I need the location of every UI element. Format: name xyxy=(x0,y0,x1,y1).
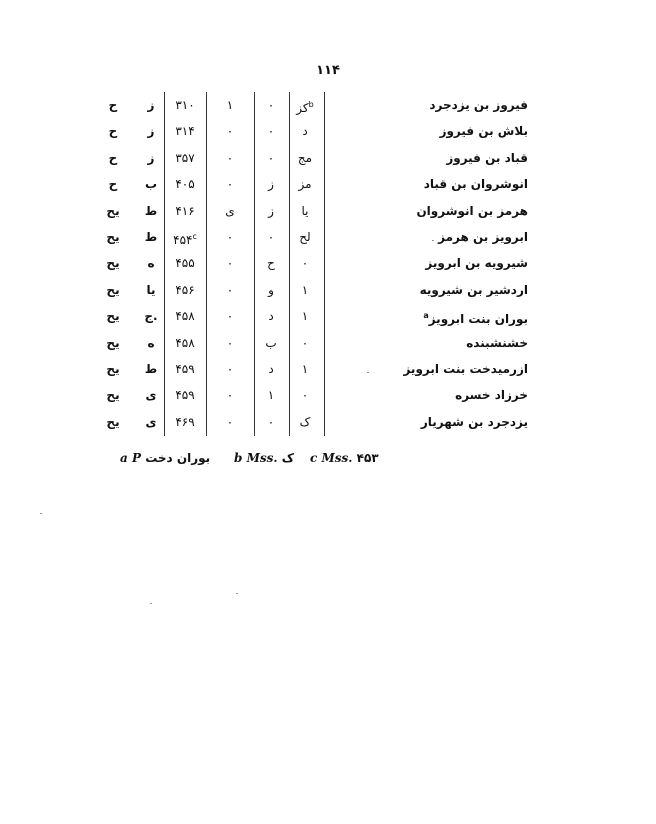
letter-cell xyxy=(138,330,164,356)
years-cell-text: ۰ xyxy=(301,256,309,271)
cumulative-cell xyxy=(165,145,205,171)
footnote-a-letter: a xyxy=(120,451,128,465)
king-name xyxy=(425,250,528,276)
months-cell-text: ۰ xyxy=(267,150,275,165)
months-cell xyxy=(254,250,288,276)
group-cell-text: یح xyxy=(106,282,120,297)
letter-cell xyxy=(138,145,164,171)
days-cell xyxy=(207,303,253,329)
king-name-text: بلاش بن فیروز xyxy=(439,124,528,139)
years-cell xyxy=(288,330,322,356)
group-cell xyxy=(96,198,130,224)
cumulative-cell xyxy=(165,92,205,118)
letter-cell-text: ج. xyxy=(144,309,158,324)
king-name xyxy=(466,330,528,356)
letter-cell xyxy=(138,118,164,144)
group-cell-text: یح xyxy=(106,309,120,324)
king-name xyxy=(446,145,528,171)
years-cell-text: مج xyxy=(297,150,313,165)
king-name-text: خشنشبنده xyxy=(466,335,528,350)
months-cell-text: ح xyxy=(267,256,275,271)
days-cell-text: ۰ xyxy=(226,335,234,350)
years-cell-text: ۱ xyxy=(301,282,309,297)
months-cell xyxy=(254,145,288,171)
cumulative-cell xyxy=(165,250,205,276)
table-row xyxy=(0,198,656,224)
group-cell xyxy=(96,92,130,118)
months-cell-text: د xyxy=(268,362,274,376)
letter-cell-text: ز xyxy=(147,124,155,139)
letter-cell-text: یا xyxy=(146,282,156,297)
cumulative-cell-text: ۴۵۹ xyxy=(175,388,195,403)
months-cell-text: و xyxy=(268,282,274,297)
table-row xyxy=(0,224,656,250)
cumulative-cell xyxy=(165,330,205,356)
cumulative-cell-text: ۴۵۸ xyxy=(175,335,195,350)
months-cell xyxy=(254,224,288,250)
months-cell-text: ۰ xyxy=(267,414,275,429)
months-cell xyxy=(254,356,288,382)
group-cell-text: یح xyxy=(106,203,120,218)
months-cell xyxy=(254,277,288,303)
years-cell-text: ۰ xyxy=(301,388,309,403)
months-cell xyxy=(254,118,288,144)
days-cell xyxy=(207,118,253,144)
years-cell-text: مز xyxy=(298,177,312,192)
cumulative-cell-text: ۴۵۴ xyxy=(173,233,193,247)
letter-cell xyxy=(138,250,164,276)
king-name xyxy=(429,92,528,118)
group-cell-text: ح xyxy=(108,177,118,192)
cumulative-cell-text: ۴۵۶ xyxy=(175,282,195,297)
cumulative-cell xyxy=(165,171,205,197)
group-cell xyxy=(96,145,130,171)
years-cell-text: ۱ xyxy=(301,362,309,376)
years-cell-text: لح xyxy=(299,230,311,244)
years-cell xyxy=(288,118,322,144)
footnote-marker: b xyxy=(308,100,314,109)
king-name xyxy=(420,277,528,303)
group-cell xyxy=(96,356,130,382)
group-cell xyxy=(96,382,130,408)
king-name xyxy=(421,409,528,435)
cumulative-cell xyxy=(165,224,205,250)
table-row xyxy=(0,356,656,382)
letter-cell xyxy=(138,382,164,408)
months-cell-text: ۱ xyxy=(267,388,275,403)
group-cell-text: ح xyxy=(108,98,118,112)
years-cell-text: یا xyxy=(301,203,309,218)
footnote-c xyxy=(310,451,379,465)
letter-cell-text: ط xyxy=(144,203,158,218)
years-cell-text: ۱ xyxy=(301,309,309,324)
cumulative-cell xyxy=(165,356,205,382)
months-cell-text: ۰ xyxy=(267,230,275,244)
days-cell-text: ۱ xyxy=(226,98,234,112)
cumulative-cell xyxy=(165,198,205,224)
days-cell xyxy=(207,382,253,408)
days-cell xyxy=(207,356,253,382)
days-cell xyxy=(207,198,253,224)
table-row xyxy=(0,409,656,435)
table-row xyxy=(0,250,656,276)
table-row xyxy=(0,92,656,118)
footnote-marker: a xyxy=(423,311,429,321)
days-cell-text: ۰ xyxy=(226,124,234,139)
years-cell xyxy=(288,356,322,382)
days-cell xyxy=(207,224,253,250)
king-name xyxy=(438,224,528,250)
group-cell xyxy=(96,409,130,435)
days-cell-text: ۰ xyxy=(226,230,234,244)
letter-cell xyxy=(138,303,164,329)
letter-cell-text: ز xyxy=(147,150,155,165)
years-cell xyxy=(288,382,322,408)
days-cell xyxy=(207,145,253,171)
table-row xyxy=(0,330,656,356)
years-cell xyxy=(288,171,322,197)
king-name-text: شیرویه بن ابرویز xyxy=(425,256,528,271)
king-name-text: فیروز بن یزدجرد xyxy=(429,98,528,112)
king-name-text: هرمز بن انوشروان xyxy=(416,203,528,218)
cumulative-cell-text: ۴۰۵ xyxy=(175,177,195,192)
months-cell-text: ۰ xyxy=(267,98,275,112)
table-row xyxy=(0,145,656,171)
footnote-b-letter: b xyxy=(234,451,243,465)
king-name xyxy=(423,303,528,329)
cumulative-cell-text: ۴۵۹ xyxy=(175,362,195,376)
king-name xyxy=(455,382,528,408)
scan-speck xyxy=(432,240,434,241)
group-cell xyxy=(96,303,130,329)
cumulative-cell-text: ۳۵۷ xyxy=(175,150,195,165)
king-name-text: قباد بن فیروز xyxy=(446,150,528,165)
days-cell-text: ۰ xyxy=(226,388,234,403)
cumulative-cell xyxy=(165,303,205,329)
footnotes xyxy=(120,451,380,473)
footnote-b-source: Mss. xyxy=(246,451,278,465)
years-cell-text: د xyxy=(302,124,308,139)
years-cell xyxy=(288,92,322,118)
months-cell xyxy=(254,409,288,435)
group-cell-text: یح xyxy=(106,256,120,271)
group-cell-text: یح xyxy=(106,230,120,244)
letter-cell-text: ب xyxy=(144,177,158,192)
king-name-text: بوران بنت ابرویز xyxy=(428,312,528,327)
days-cell-text: ۰ xyxy=(226,414,234,429)
years-cell-text: ک xyxy=(299,414,311,429)
group-cell xyxy=(96,250,130,276)
king-name xyxy=(416,198,528,224)
letter-cell xyxy=(138,171,164,197)
footnote-a-text: بوران دخت xyxy=(145,451,211,465)
months-cell xyxy=(254,198,288,224)
group-cell-text: ح xyxy=(108,124,118,139)
letter-cell-text: ی xyxy=(145,414,157,429)
footnote-c-source: Mss. xyxy=(321,451,353,465)
footnote-marker: c xyxy=(192,232,197,241)
months-cell-text: ز xyxy=(268,203,274,218)
group-cell-text: یح xyxy=(106,362,120,376)
scan-speck xyxy=(367,372,369,373)
months-cell-text: د xyxy=(268,309,274,324)
days-cell xyxy=(207,330,253,356)
group-cell xyxy=(96,277,130,303)
cumulative-cell xyxy=(165,277,205,303)
cumulative-cell-text: ۴۵۵ xyxy=(175,256,195,271)
footnote-c-letter: c xyxy=(310,451,318,465)
cumulative-cell xyxy=(165,382,205,408)
footnote-c-text: ۴۵۳ xyxy=(356,451,379,465)
group-cell xyxy=(96,224,130,250)
king-name xyxy=(424,171,528,197)
letter-cell-text: ز xyxy=(147,98,155,112)
letter-cell xyxy=(138,277,164,303)
letter-cell xyxy=(138,92,164,118)
table-row xyxy=(0,171,656,197)
letter-cell xyxy=(138,198,164,224)
years-cell xyxy=(288,409,322,435)
days-cell xyxy=(207,250,253,276)
footnote-b xyxy=(234,451,294,465)
footnote-a xyxy=(120,451,210,465)
group-cell xyxy=(96,171,130,197)
years-cell xyxy=(288,198,322,224)
days-cell xyxy=(207,277,253,303)
scan-speck xyxy=(150,603,152,604)
group-cell-text: یح xyxy=(106,388,120,403)
cumulative-cell-text: ۳۱۰ xyxy=(175,98,195,112)
letter-cell xyxy=(138,224,164,250)
months-cell xyxy=(254,303,288,329)
king-name-text: ابرویز بن هرمز xyxy=(438,230,528,244)
group-cell xyxy=(96,118,130,144)
letter-cell-text: ط xyxy=(144,362,158,376)
letter-cell-text: ی xyxy=(145,388,157,403)
king-name-text: یزدجرد بن شهریار xyxy=(420,414,528,429)
years-cell xyxy=(288,277,322,303)
months-cell xyxy=(254,382,288,408)
years-cell xyxy=(288,224,322,250)
days-cell-text: ۰ xyxy=(226,309,234,324)
cumulative-cell xyxy=(165,118,205,144)
group-cell-text: یح xyxy=(106,335,120,350)
king-name-text: انوشروان بن قباد xyxy=(423,177,528,192)
letter-cell xyxy=(138,409,164,435)
letter-cell xyxy=(138,356,164,382)
king-name-text: اردشیر بن شیرویه xyxy=(419,282,528,297)
days-cell xyxy=(207,171,253,197)
cumulative-cell-text: ۴۱۶ xyxy=(175,203,195,218)
table-row xyxy=(0,118,656,144)
footnote-b-text: ک xyxy=(281,451,295,465)
days-cell-text: ۰ xyxy=(226,177,234,192)
years-cell-text: ۰ xyxy=(301,335,309,350)
days-cell-text: ی xyxy=(225,203,235,218)
years-cell xyxy=(288,303,322,329)
king-name xyxy=(440,118,528,144)
group-cell xyxy=(96,330,130,356)
cumulative-cell xyxy=(165,409,205,435)
letter-cell-text: ه xyxy=(147,256,155,271)
days-cell-text: ۰ xyxy=(226,282,234,297)
months-cell-text: ب xyxy=(265,335,277,350)
king-name xyxy=(403,356,528,382)
days-cell-text: ۰ xyxy=(226,150,234,165)
group-cell-text: یح xyxy=(106,414,120,429)
months-cell-text: ۰ xyxy=(267,124,275,139)
years-cell xyxy=(288,250,322,276)
cumulative-cell-text: ۴۶۹ xyxy=(175,414,195,429)
scan-speck xyxy=(236,593,238,594)
page-number: ۱۱۴ xyxy=(316,63,340,78)
months-cell xyxy=(254,171,288,197)
letter-cell-text: ه xyxy=(147,335,155,350)
months-cell xyxy=(254,92,288,118)
months-cell-text: ز xyxy=(268,177,274,192)
letter-cell-text: ط xyxy=(144,230,158,244)
table-row xyxy=(0,303,656,329)
days-cell-text: ۰ xyxy=(226,256,234,271)
group-cell-text: ح xyxy=(108,150,118,165)
days-cell xyxy=(207,409,253,435)
days-cell xyxy=(207,92,253,118)
table-row xyxy=(0,277,656,303)
days-cell-text: ۰ xyxy=(226,362,234,376)
scan-speck xyxy=(40,513,42,514)
king-name-text: خرزاد خسره xyxy=(455,388,528,403)
footnote-a-source: P xyxy=(131,451,141,465)
months-cell xyxy=(254,330,288,356)
cumulative-cell-text: ۳۱۴ xyxy=(175,124,195,139)
king-name-text: ازرمیدخت بنت ابرویز xyxy=(403,362,528,376)
cumulative-cell-text: ۴۵۸ xyxy=(175,309,195,324)
years-cell xyxy=(288,145,322,171)
years-cell-text: کز xyxy=(296,101,309,115)
table-row xyxy=(0,382,656,408)
